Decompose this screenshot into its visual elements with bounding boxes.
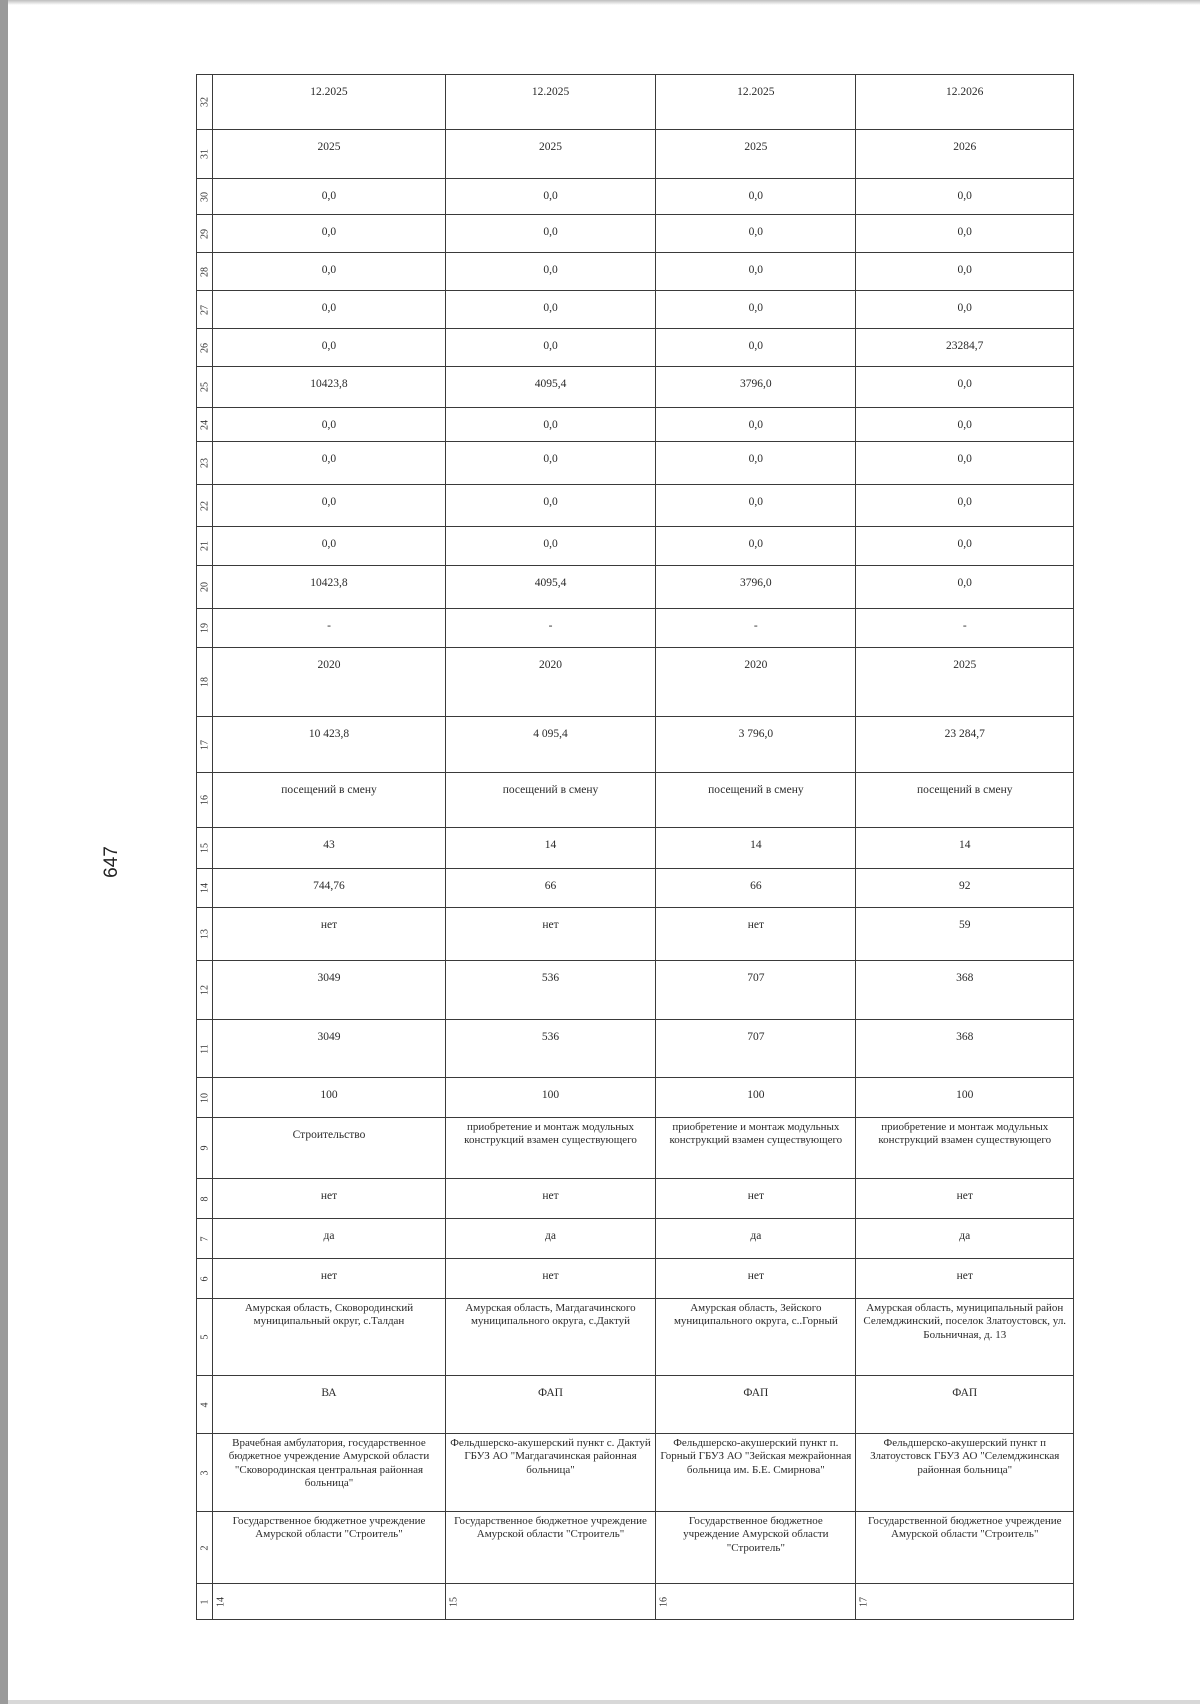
table-cell: 0,0 (856, 485, 1074, 527)
table-row (197, 485, 1074, 527)
row-index (197, 609, 213, 648)
table-cell: Государственное бюджетное учреждение Амурской области "Строитель" (445, 1512, 655, 1584)
table-cell: 4095,4 (445, 566, 655, 609)
table-cell: 2025 (656, 130, 856, 179)
table-cell: 12.2025 (213, 75, 446, 130)
table-cell: 4 095,4 (445, 717, 655, 773)
table-cell: 0,0 (856, 215, 1074, 253)
table-cell: 0,0 (656, 408, 856, 442)
table-cell: 0,0 (445, 253, 655, 291)
table-cell: 100 (656, 1078, 856, 1118)
row-index-label: 19 (199, 623, 211, 633)
table-cell: 14 (856, 828, 1074, 869)
row-index-label: 15 (199, 843, 211, 853)
row-index (197, 1078, 213, 1118)
table-cell: 0,0 (856, 566, 1074, 609)
table-cell: 368 (856, 961, 1074, 1020)
table-cell: 0,0 (445, 179, 655, 215)
table-cell: - (213, 609, 446, 648)
table-cell: нет (656, 908, 856, 961)
table-cell: 0,0 (445, 485, 655, 527)
table-row (197, 367, 1074, 408)
row-index-label: 1 (199, 1599, 211, 1604)
table-cell: 2026 (856, 130, 1074, 179)
table-cell: 0,0 (445, 408, 655, 442)
table-cell: - (445, 609, 655, 648)
table-cell: 0,0 (445, 215, 655, 253)
table-cell: посещений в смену (213, 773, 446, 828)
row-index (197, 908, 213, 961)
row-index (197, 1179, 213, 1219)
table-row (197, 566, 1074, 609)
table-row (197, 329, 1074, 367)
table-cell: Строительство (213, 1118, 446, 1179)
table-cell: 43 (213, 828, 446, 869)
table-cell: 2025 (213, 130, 446, 179)
table-cell: - (656, 609, 856, 648)
table-cell: да (656, 1219, 856, 1259)
table-cell: 0,0 (856, 291, 1074, 329)
row-index (197, 717, 213, 773)
table-row (197, 215, 1074, 253)
table-cell: 0,0 (856, 442, 1074, 485)
table-row (197, 961, 1074, 1020)
row-index-label: 4 (199, 1402, 211, 1407)
row-index-label: 26 (199, 342, 211, 353)
table-cell: приобретение и монтаж модульных конструкций взамен существующего (445, 1118, 655, 1179)
table-cell (656, 1584, 856, 1620)
table-cell: Государственное бюджетное учреждение Амурской области "Строитель" (656, 1512, 856, 1584)
row-index (197, 648, 213, 717)
table-cell: посещений в смену (856, 773, 1074, 828)
row-index (197, 961, 213, 1020)
row-index-label: 13 (199, 929, 211, 939)
row-number-label: 16 (658, 1596, 670, 1607)
table-cell: 4095,4 (445, 367, 655, 408)
table-cell: 3796,0 (656, 566, 856, 609)
row-index-label: 9 (199, 1145, 211, 1151)
table-row (197, 75, 1074, 130)
table-cell: 0,0 (213, 485, 446, 527)
row-index (197, 773, 213, 828)
row-index (197, 1584, 213, 1620)
table-cell: Фельдшерско-акушерский пункт п Златоустовск ГБУЗ АО "Селемджинская районная больница" (856, 1434, 1074, 1512)
row-index (197, 1259, 213, 1299)
row-index-label: 22 (199, 500, 211, 511)
row-index-label: 16 (199, 795, 211, 805)
table-cell: 0,0 (656, 215, 856, 253)
table-row (197, 1118, 1074, 1179)
row-index-label: 5 (199, 1334, 211, 1340)
table-cell: 3796,0 (656, 367, 856, 408)
row-index (197, 367, 213, 408)
table-cell: 0,0 (656, 329, 856, 367)
table-row (197, 1259, 1074, 1299)
table-cell: 0,0 (656, 485, 856, 527)
table-cell: посещений в смену (445, 773, 655, 828)
table-cell: ФАП (656, 1376, 856, 1434)
row-index-label: 10 (199, 1092, 211, 1103)
table-cell: 2025 (445, 130, 655, 179)
table-cell: 0,0 (656, 291, 856, 329)
table-cell: - (856, 609, 1074, 648)
row-index (197, 291, 213, 329)
table-cell: посещений в смену (656, 773, 856, 828)
table-cell: 536 (445, 1020, 655, 1078)
table-cell: 12.2026 (856, 75, 1074, 130)
table-cell: 368 (856, 1020, 1074, 1078)
table-cell: 66 (445, 869, 655, 908)
table-cell: 0,0 (856, 367, 1074, 408)
row-index (197, 253, 213, 291)
table-cell: 3 796,0 (656, 717, 856, 773)
table-cell: Государственной бюджетное учреждение Амурской области "Строитель" (856, 1512, 1074, 1584)
row-number-label: 15 (448, 1596, 460, 1607)
table-row (197, 253, 1074, 291)
table-cell: 2020 (213, 648, 446, 717)
table-cell: 744,76 (213, 869, 446, 908)
table-cell: 2020 (656, 648, 856, 717)
row-index (197, 130, 213, 179)
table-row (197, 179, 1074, 215)
page-number: 647 (101, 846, 122, 878)
table-cell: 23 284,7 (856, 717, 1074, 773)
table-row (197, 408, 1074, 442)
table-cell: Амурская область, Магдагачинского муниципального округа, с.Дактуй (445, 1299, 655, 1376)
table-cell: 707 (656, 1020, 856, 1078)
table-cell: нет (213, 1179, 446, 1219)
table-cell: 0,0 (445, 442, 655, 485)
table-row (197, 1078, 1074, 1118)
row-index (197, 828, 213, 869)
row-index-label: 7 (199, 1236, 211, 1241)
row-index (197, 1020, 213, 1078)
table-cell: 0,0 (856, 179, 1074, 215)
table-cell: 0,0 (856, 527, 1074, 566)
table-cell: 707 (656, 961, 856, 1020)
table-cell: 0,0 (445, 527, 655, 566)
table-row (197, 1376, 1074, 1434)
table-cell: 10423,8 (213, 566, 446, 609)
row-index (197, 408, 213, 442)
row-index-label: 27 (199, 304, 211, 315)
table-row (197, 828, 1074, 869)
table-cell: 0,0 (445, 291, 655, 329)
row-index (197, 1219, 213, 1259)
table-cell: 3049 (213, 1020, 446, 1078)
table-cell: нет (445, 1179, 655, 1219)
row-index (197, 1376, 213, 1434)
table-cell: 59 (856, 908, 1074, 961)
table-row (197, 648, 1074, 717)
table-row (197, 609, 1074, 648)
table-cell: нет (656, 1179, 856, 1219)
table-cell: нет (445, 908, 655, 961)
table-row (197, 1299, 1074, 1376)
row-index-label: 32 (199, 97, 211, 107)
row-index-label: 6 (199, 1276, 211, 1281)
row-index (197, 442, 213, 485)
table-cell: Амурская область, муниципальный район Селемджинский, поселок Златоустовск, ул. Больничная, д. 13 (856, 1299, 1074, 1376)
table-cell: ФАП (856, 1376, 1074, 1434)
table-cell: 100 (856, 1078, 1074, 1118)
row-index-label: 2 (199, 1545, 211, 1550)
table-cell (213, 1584, 446, 1620)
data-table (196, 74, 1074, 1620)
table-cell: Фельдшерско-акушерский пункт п. Горный ГБУЗ АО "Зейская межрайонная больница им. Б.Е. Смирнова" (656, 1434, 856, 1512)
table-row (197, 908, 1074, 961)
table-cell: нет (856, 1259, 1074, 1299)
table-cell: 10423,8 (213, 367, 446, 408)
row-index (197, 869, 213, 908)
row-index-label: 18 (199, 677, 211, 687)
row-index (197, 566, 213, 609)
table-row (197, 442, 1074, 485)
table-cell: 12.2025 (656, 75, 856, 130)
row-index (197, 527, 213, 566)
table-cell: нет (213, 1259, 446, 1299)
table-row (197, 1434, 1074, 1512)
table-cell: Амурская область, Зейского муниципального округа, с..Горный (656, 1299, 856, 1376)
table-cell: Государственное бюджетное учреждение Амурской области "Строитель" (213, 1512, 446, 1584)
table-row (197, 1512, 1074, 1584)
table-cell: 23284,7 (856, 329, 1074, 367)
table-row (197, 527, 1074, 566)
table-cell: ФАП (445, 1376, 655, 1434)
table-row (197, 1179, 1074, 1219)
table-cell: нет (656, 1259, 856, 1299)
row-index-label: 31 (199, 149, 211, 159)
table-row (197, 1219, 1074, 1259)
table-cell: 0,0 (213, 253, 446, 291)
table-cell: 0,0 (656, 253, 856, 291)
table-cell: нет (856, 1179, 1074, 1219)
table-cell: 92 (856, 869, 1074, 908)
row-index-label: 12 (199, 985, 211, 995)
table-cell: приобретение и монтаж модульных конструкций взамен существующего (656, 1118, 856, 1179)
table-cell: 0,0 (213, 291, 446, 329)
table-cell: 14 (656, 828, 856, 869)
table-row (197, 869, 1074, 908)
table-cell: 3049 (213, 961, 446, 1020)
table-cell: да (213, 1219, 446, 1259)
scan-edge-bottom (8, 1700, 1200, 1704)
table-cell: 2025 (856, 648, 1074, 717)
row-index-label: 3 (199, 1470, 211, 1475)
table-cell: 66 (656, 869, 856, 908)
table-cell: Врачебная амбулатория, государственное бюджетное учреждение Амурской области "Сковородинская центральная районная больница" (213, 1434, 446, 1512)
row-index-label: 20 (199, 582, 211, 592)
row-index (197, 1299, 213, 1376)
table-cell: да (445, 1219, 655, 1259)
table-cell: 536 (445, 961, 655, 1020)
table-row (197, 130, 1074, 179)
scan-edge-top (8, 0, 1200, 5)
row-index-label: 14 (199, 883, 211, 893)
row-index-label: 21 (199, 541, 211, 551)
table-cell (856, 1584, 1074, 1620)
table-cell: 0,0 (213, 329, 446, 367)
table-row (197, 291, 1074, 329)
row-index-label: 11 (199, 1043, 211, 1054)
table-cell: 14 (445, 828, 655, 869)
table-cell: 100 (445, 1078, 655, 1118)
row-index (197, 329, 213, 367)
table-row (197, 1020, 1074, 1078)
table-cell: ВА (213, 1376, 446, 1434)
row-index (197, 179, 213, 215)
table-cell: 0,0 (445, 329, 655, 367)
table-cell: 0,0 (656, 442, 856, 485)
row-index (197, 1118, 213, 1179)
table-cell: нет (445, 1259, 655, 1299)
table-cell: 0,0 (213, 408, 446, 442)
table-cell: нет (213, 908, 446, 961)
row-number-label: 14 (215, 1596, 227, 1607)
table-row (197, 717, 1074, 773)
row-index-label: 24 (199, 419, 211, 430)
table-cell: 10 423,8 (213, 717, 446, 773)
table-cell: 0,0 (656, 527, 856, 566)
table-cell (445, 1584, 655, 1620)
row-index (197, 485, 213, 527)
table-cell: 100 (213, 1078, 446, 1118)
table-cell: 0,0 (213, 215, 446, 253)
row-number-label: 17 (858, 1596, 870, 1607)
row-index (197, 75, 213, 130)
table-cell: Фельдшерско-акушерский пункт с. Дактуй ГБУЗ АО "Магдагачинская районная больница" (445, 1434, 655, 1512)
table-cell: 0,0 (213, 442, 446, 485)
table-row (197, 1584, 1074, 1620)
row-index-label: 8 (199, 1196, 211, 1201)
table-cell: да (856, 1219, 1074, 1259)
table-cell: Амурская область, Сковородинский муниципальный округ, с.Талдан (213, 1299, 446, 1376)
table-row (197, 773, 1074, 828)
table-cell: 0,0 (213, 179, 446, 215)
table-cell: 2020 (445, 648, 655, 717)
row-index-label: 29 (199, 228, 211, 239)
row-index (197, 1434, 213, 1512)
row-index-label: 17 (199, 739, 211, 750)
scan-edge (0, 0, 8, 1704)
table-cell: приобретение и монтаж модульных конструкций взамен существующего (856, 1118, 1074, 1179)
row-index-label: 23 (199, 458, 211, 468)
row-index (197, 1512, 213, 1584)
table-cell: 0,0 (656, 179, 856, 215)
row-index-label: 25 (199, 382, 211, 392)
row-index (197, 215, 213, 253)
table-cell: 0,0 (213, 527, 446, 566)
row-index-label: 30 (199, 191, 211, 202)
table-cell: 0,0 (856, 253, 1074, 291)
table-cell: 0,0 (856, 408, 1074, 442)
table-cell: 12.2025 (445, 75, 655, 130)
row-index-label: 28 (199, 266, 211, 277)
